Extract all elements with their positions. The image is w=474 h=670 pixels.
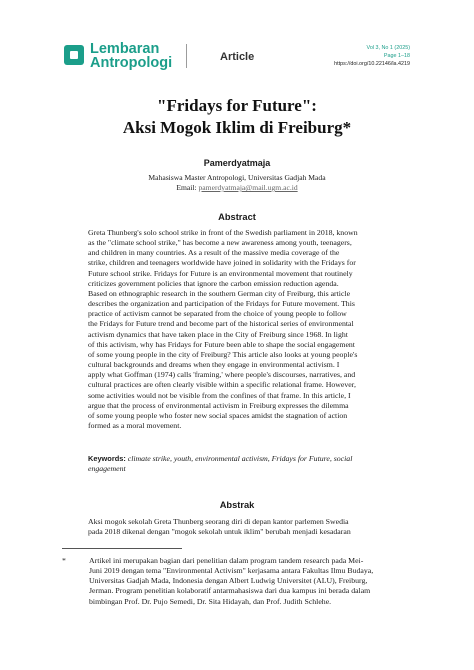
footnote-line: Jerman. Program penelitian kolaboratif antarmahasiswa dari dua kampus ini berada dalam [89, 586, 371, 596]
page-range: Page 1–18 [383, 53, 410, 60]
section-label: Article [220, 51, 255, 63]
abstrak-line: Aksi mogok sekolah Greta Thunberg seorang diri di depan kantor parlemen Swedia [88, 517, 349, 526]
abstract-line: describes the organization and participation of the Fridays for Future movement. This [88, 299, 355, 309]
abstract-line: argue that the process of environmental activism in Freiburg expresses the dilemma [88, 400, 349, 410]
abstract-line: Future school strike. Fridays for Future is an environmental movement that routinely [88, 268, 353, 278]
abstract-line: Based on ethnographic research in the southern German city of Freiburg, this article [88, 288, 351, 298]
abstract-line: practice of activism cannot be separated from the choice of young people to follow [88, 309, 347, 319]
footnote-rule [62, 548, 182, 549]
abstract-line: the Fridays for Future trend and become part of the historical series of environmental [88, 319, 354, 329]
footnote-line: Juni 2019 dengan tema "Environmental Activism" kerjasama antara Fakultas Ilmu Budaya, [89, 566, 374, 576]
header-divider [186, 44, 187, 68]
journal-header [0, 0, 474, 90]
doi-link[interactable]: https://doi.org/10.22146/la.4219 [334, 61, 410, 68]
abstract-line: cultural backgrounds and dreams when they engage in environmental activism. I [88, 360, 340, 370]
abstract-line: Greta Thunberg's solo school strike in front of the Swedish parliament in 2018, known [88, 228, 358, 237]
footnote-line: bimbingan Prof. Dr. Pujo Semedi, Dr. Sita Hidayah, dan Prof. Judith Schlehe. [89, 596, 332, 606]
volume-info: Vol 3, No 1 (2025) [366, 45, 410, 51]
abstract-line: of some young people in the city of Freiburg? This article also looks at young people's [88, 349, 358, 359]
email-link[interactable]: pamerdyatmaja@mail.ugm.ac.id [198, 183, 298, 192]
abstrak-body [88, 517, 386, 537]
footnote-text [89, 556, 400, 607]
journal-logo-text [90, 42, 172, 70]
journal-name-line2: Antropologi [90, 55, 173, 71]
keywords-list: climate strike, youth, environmental activism, Fridays for Future, social engagement [88, 454, 353, 474]
abstract-line: of this activism, why has Fridays for Future been able to shape the social engagement [88, 339, 355, 349]
footnote-mark: * [62, 556, 66, 565]
footnote-line: Universitas Gadjah Mada, Indonesia dengan Albert Ludwig Universitet (ALU), Freiburg, [89, 576, 368, 586]
author-email [0, 183, 474, 192]
abstract-heading: Abstract [218, 212, 256, 222]
abstract-line: as the "climate school strike," has become a new awareness among youth, teenagers, [88, 238, 352, 248]
keywords-label: Keywords: [88, 454, 126, 463]
abstract-line: formed as a moral movement. [88, 420, 182, 430]
author-name: Pamerdyatmaja [203, 158, 271, 168]
abstrak-line: pada 2018 dikenal dengan "mogok sekolah untuk iklim" berubah menjadi kesadaran [88, 527, 351, 537]
abstract-body [88, 228, 386, 431]
keywords [88, 454, 386, 474]
abstract-line: and children in many countries. As a result of the massive media coverage of the [88, 248, 340, 258]
footnote [62, 556, 400, 607]
article-title-line1: "Fridays for Future": [157, 96, 317, 115]
issue-meta [334, 44, 410, 69]
abstrak-heading: Abstrak [219, 500, 255, 510]
author-affiliation: Mahasiswa Master Antropologi, Universitas Gadjah Mada [148, 173, 326, 182]
abstract-line: of some young people who foster new social spaces amidst the stagnation of action [88, 410, 348, 420]
abstract-line: some activities would not be visible from the confines of that frame. In this article, I [88, 390, 351, 400]
abstract-line: activism dynamics that have taken place in the City of Freiburg since 1968. In light [88, 329, 348, 339]
abstract-line: criticizes government policies that ignore the carbon emission reduction agenda. [88, 278, 339, 288]
journal-logo-icon [64, 45, 84, 65]
email-label: Email: [176, 183, 199, 192]
footnote-line: Artikel ini merupakan bagian dari penelitian dalam program tandem research pada Mei- [89, 556, 364, 565]
journal-name-line1: Lembaran [90, 41, 160, 57]
abstract-line: cultural practices are often clearly visible within a specific relational frame. However, [88, 380, 356, 390]
article-title-line2: Aksi Mogok Iklim di Freiburg* [122, 118, 352, 137]
abstract-line: strike, children and teenagers worldwide have joined in solidarity with the Fridays for [88, 258, 356, 268]
abstract-line: apply what Goffman (1974) calls 'framing,' where people's discourses, narratives, and [88, 370, 356, 380]
